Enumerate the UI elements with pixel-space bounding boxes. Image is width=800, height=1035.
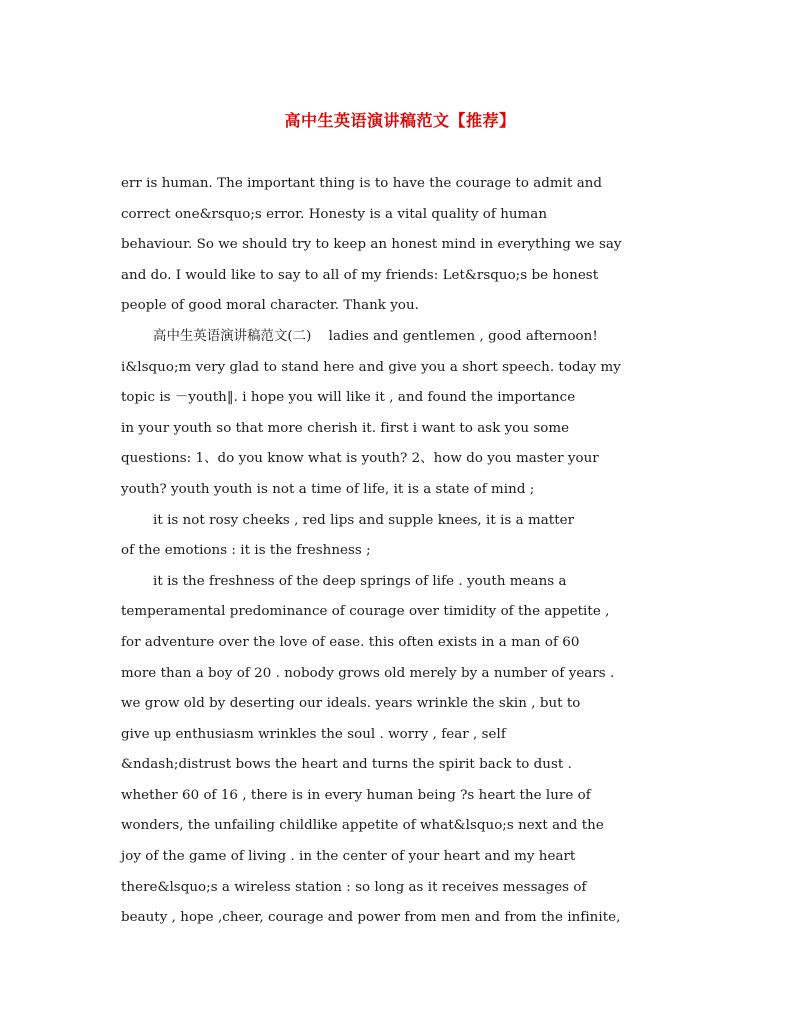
- text-line: and do. I would like to say to all of my friends: Let&rsquo;s be honest: [121, 267, 599, 283]
- document-body: [121, 169, 681, 934]
- text-line: beauty , hope ,cheer, courage and power from men and from the infinite,: [121, 910, 621, 926]
- document-title: 高中生英语演讲稿范文【推荐】: [284, 111, 516, 130]
- text-line: err is human. The important thing is to have the courage to admit and: [121, 176, 603, 191]
- text-line: we grow old by deserting our ideals. years wrinkle the skin , but to: [121, 696, 581, 712]
- text-line: people of good moral character. Thank you.: [121, 298, 419, 314]
- text-line: for adventure over the love of ease. this often exists in a man of 60: [121, 634, 580, 650]
- text-line: &ndash;distrust bows the heart and turns the spirit back to dust .: [121, 757, 572, 773]
- text-line: behaviour. So we should try to keep an honest mind in everything we say: [121, 237, 622, 253]
- text-line: questions: 1、do you know what is youth? 2、how do you master your: [121, 451, 599, 467]
- text-line: joy of the game of living . in the center of your heart and my heart: [121, 849, 576, 865]
- text-line: topic is －youth‖. i hope you will like it , and found the importance: [121, 390, 576, 406]
- text-line: correct one&rsquo;s error. Honesty is a vital quality of human: [121, 206, 547, 222]
- text-line: temperamental predominance of courage over timidity of the appetite ,: [121, 604, 610, 620]
- paragraph-start-line: it is not rosy cheeks , red lips and supple knees, it is a matter: [153, 512, 575, 528]
- text-line: wonders, the unfailing childlike appetite of what&lsquo;s next and the: [121, 818, 604, 834]
- text-line: of the emotions : it is the freshness ;: [121, 543, 371, 559]
- text-line: whether 60 of 16 , there is in every human being ?s heart the lure of: [121, 787, 591, 803]
- text-line: there&lsquo;s a wireless station : so long as it receives messages of: [121, 879, 587, 895]
- text-line: youth? youth youth is not a time of life, it is a state of mind ;: [121, 481, 535, 497]
- text-line: more than a boy of 20 . nobody grows old merely by a number of years .: [121, 665, 615, 681]
- paragraph-start-line: it is the freshness of the deep springs of life . youth means a: [153, 573, 567, 589]
- text-line: i&lsquo;m very glad to stand here and give you a short speech. today my: [121, 359, 621, 375]
- text-line: give up enthusiasm wrinkles the soul . worry , fear , self: [121, 726, 506, 742]
- section-heading-line: 高中生英语演讲稿范文(二) ladies and gentlemen , good afternoon!: [153, 328, 598, 344]
- text-line: in your youth so that more cherish it. first i want to ask you some: [121, 420, 570, 436]
